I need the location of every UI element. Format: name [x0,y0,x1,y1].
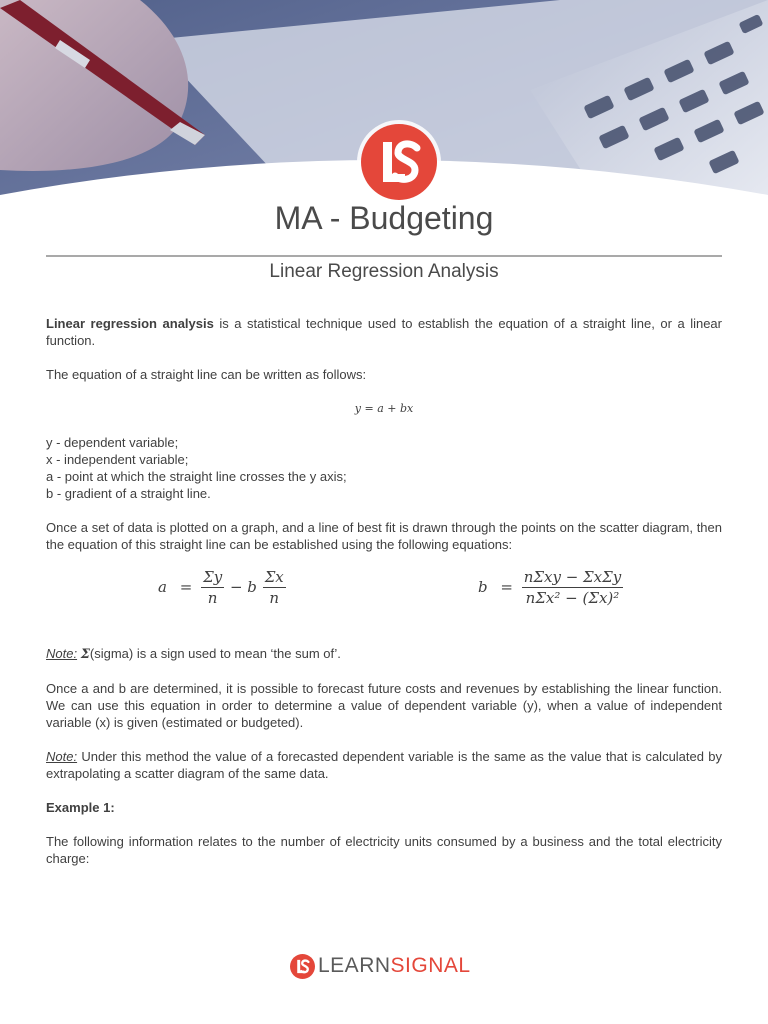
note-label: Note: [46,646,78,661]
page-subtitle: Linear Regression Analysis [269,261,499,282]
footer-brand-signal: SIGNAL [390,954,471,977]
formula-a-term1 [201,567,224,608]
best-fit-paragraph: Once a set of data is plotted on a graph, and a line of best fit is drawn through the points on the scatter diagram, then the equation of this straight line can be established using the following equations: [46,520,722,552]
example-heading: Example 1: [46,800,115,815]
equation-intro: The equation of a straight line can be written as follows: [46,367,367,382]
footer-brand-learn: LEARN [318,954,391,977]
formula-a [154,567,286,608]
formula-b-lhs: b [478,578,488,596]
learnsignal-logo [361,124,437,200]
sigma-note-text: (sigma) is a sign used to mean ‘the sum of’. [89,646,341,661]
sigma-symbol: Σ [80,647,90,662]
formula-a-term1-numerator: Σy [203,568,223,586]
sigma-note [46,645,722,663]
extrapolation-note [46,748,722,782]
ls-monogram-icon [361,124,437,200]
formula-a-term2-numerator: Σx [264,568,284,586]
formula-a-term2-denominator: n [269,589,280,607]
formula-a-term2 [263,567,286,608]
extrapolation-note-text: Under this method the value of a forecasted dependent variable is the same as the value that is calculated by extrapolating a scatter diagram of the same data. [46,749,722,781]
footer-brand [318,954,471,978]
formula-a-lhs: a [158,578,167,596]
ls-monogram-icon [290,954,315,979]
definition-item: b - gradient of a straight line. [46,486,211,501]
straight-line-equation: y = a + bx [354,402,414,415]
definitions-list [46,434,722,502]
formula-b-denominator: nΣx² − (Σx)² [525,589,620,607]
formula-a-equals: = [179,578,193,596]
ls-footer-icon [290,954,315,979]
formula-a-minus-b: − b [229,578,257,596]
formula-a-term1-denominator: n [207,589,218,607]
definition-item: a - point at which the straight line crosses the y axis; [46,469,347,484]
document-body [46,315,722,867]
example-text: The following information relates to the number of electricity units consumed by a business and the total electricity charge: [46,834,722,866]
intro-term: Linear regression analysis [46,316,214,331]
formula-b-fraction [522,567,623,608]
intro-paragraph [46,315,722,349]
title-divider [46,255,722,257]
formula-b-numerator: nΣxy − ΣxΣy [523,568,622,586]
note-label: Note: [46,749,78,764]
definition-item: y - dependent variable; [46,435,179,450]
intro-text: is a statistical technique used to establish the equation of a straight line, or a linear function. [46,316,722,348]
footer-logo [290,952,471,980]
forecast-paragraph: Once a and b are determined, it is possible to forecast future costs and revenues by establishing the linear function. We can use this equation in order to determine a value of dependent variable (y), when a value of independent variable (x) is given (estimated or budgeted). [46,681,722,730]
formula-b [474,567,623,608]
definition-item: x - independent variable; [46,452,189,467]
formula-b-equals: = [500,578,513,596]
page-title: MA - Budgeting [274,200,494,236]
regression-formulas [46,567,722,631]
